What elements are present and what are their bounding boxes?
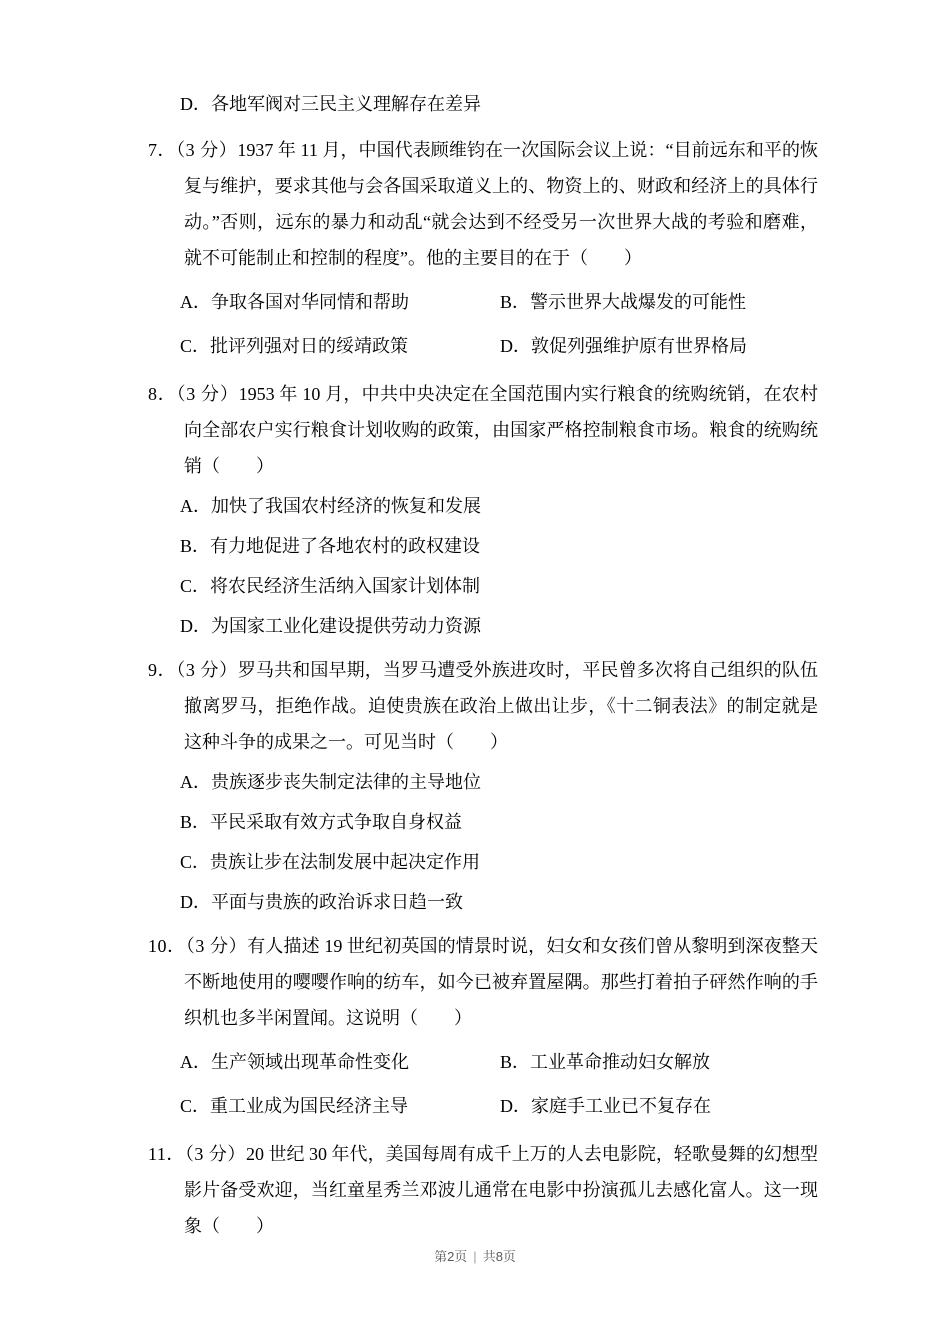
options-group (148, 1040, 818, 1128)
options-group (148, 280, 818, 368)
question-text: 有人描述 19 世纪初英国的情景时说，妇女和女孩们曾从黎明到深夜整天不断地使用的嘤嘤作响的纺车，如今已被弃置屋隅。那些打着拍子砰然作响的手织机也多半闲置闻。这说明（ ） (184, 936, 819, 1028)
question-number: 10．（3 分） (148, 936, 248, 956)
question-9 (148, 652, 818, 920)
page-total: 共8页 (482, 1249, 516, 1264)
question-body (148, 132, 818, 276)
question-body (148, 928, 818, 1036)
option-a: A．贵族逐步丧失制定法律的主导地位 (180, 772, 481, 792)
option-b: B．有力地促进了各地农村的政权建设 (180, 536, 481, 556)
option-d: D．平面与贵族的政治诉求日趋一致 (180, 892, 463, 912)
question-body (148, 652, 818, 760)
option-c: C．贵族让步在法制发展中起决定作用 (180, 852, 481, 872)
footer-separator: | (473, 1249, 477, 1264)
question-8 (148, 376, 818, 644)
option-b: B．平民采取有效方式争取自身权益 (180, 812, 463, 832)
option-a: A．生产领域出现革命性变化 (180, 1052, 409, 1072)
question-number: 11．（3 分） (148, 1144, 246, 1164)
option-c: C．批评列强对日的绥靖政策 (180, 336, 409, 356)
option-b: B．工业革命推动妇女解放 (500, 1052, 711, 1072)
question-10 (148, 928, 818, 1128)
question-number: 7．（3 分） (148, 140, 238, 160)
question-number: 8．（3 分） (148, 384, 239, 404)
question-text: 20 世纪 30 年代，美国每周有成千上万的人去电影院，轻歌曼舞的幻想型影片备受欢迎，当红童星秀兰邓波儿通常在电影中扮演孤儿去感化富人。这一现象（ ） (184, 1144, 818, 1236)
option-c: C．重工业成为国民经济主导 (180, 1096, 409, 1116)
question-text: 1937 年 11 月，中国代表顾维钧在一次国际会议上说：“目前远东和平的恢复与维护，要求其他与会各国采取道义上的、物资上的、财政和经济上的具体行动。”否则，远东的暴力和动乱“就会达到不经受另一次世界大战的考验和磨难，就不可能制止和控制的程度”。他的主要目的在于（ ） (184, 140, 818, 268)
option-d: D．敦促列强维护原有世界格局 (500, 336, 747, 356)
question-body (148, 1136, 818, 1244)
option-d: D．为国家工业化建设提供劳动力资源 (180, 616, 481, 636)
question-number: 9．（3 分） (148, 660, 238, 680)
page-number: 第2页 (434, 1249, 468, 1264)
option-b: B．警示世界大战爆发的可能性 (500, 292, 747, 312)
question-body (148, 376, 818, 484)
orphan-option-d (148, 86, 818, 122)
options-group (148, 488, 818, 644)
option-c: C．将农民经济生活纳入国家计划体制 (180, 576, 481, 596)
question-text: 罗马共和国早期，当罗马遭受外族进攻时，平民曾多次将自己组织的队伍撤离罗马，拒绝作战。迫使贵族在政治上做出让步，《十二铜表法》的制定就是这种斗争的成果之一。可见当时（ ） (184, 660, 818, 752)
option-text: D．各地军阀对三民主义理解存在差异 (180, 94, 481, 114)
options-group (148, 764, 818, 920)
question-text: 1953 年 10 月，中共中央决定在全国范围内实行粮食的统购统销，在农村向全部农户实行粮食计划收购的政策，由国家严格控制粮食市场。粮食的统购统销（ ） (184, 384, 819, 476)
option-d: D．家庭手工业已不复存在 (500, 1096, 711, 1116)
option-a: A．加快了我国农村经济的恢复和发展 (180, 496, 481, 516)
page-footer (0, 1246, 950, 1265)
question-11 (148, 1136, 818, 1244)
option-a: A．争取各国对华同情和帮助 (180, 292, 409, 312)
question-7 (148, 132, 818, 368)
